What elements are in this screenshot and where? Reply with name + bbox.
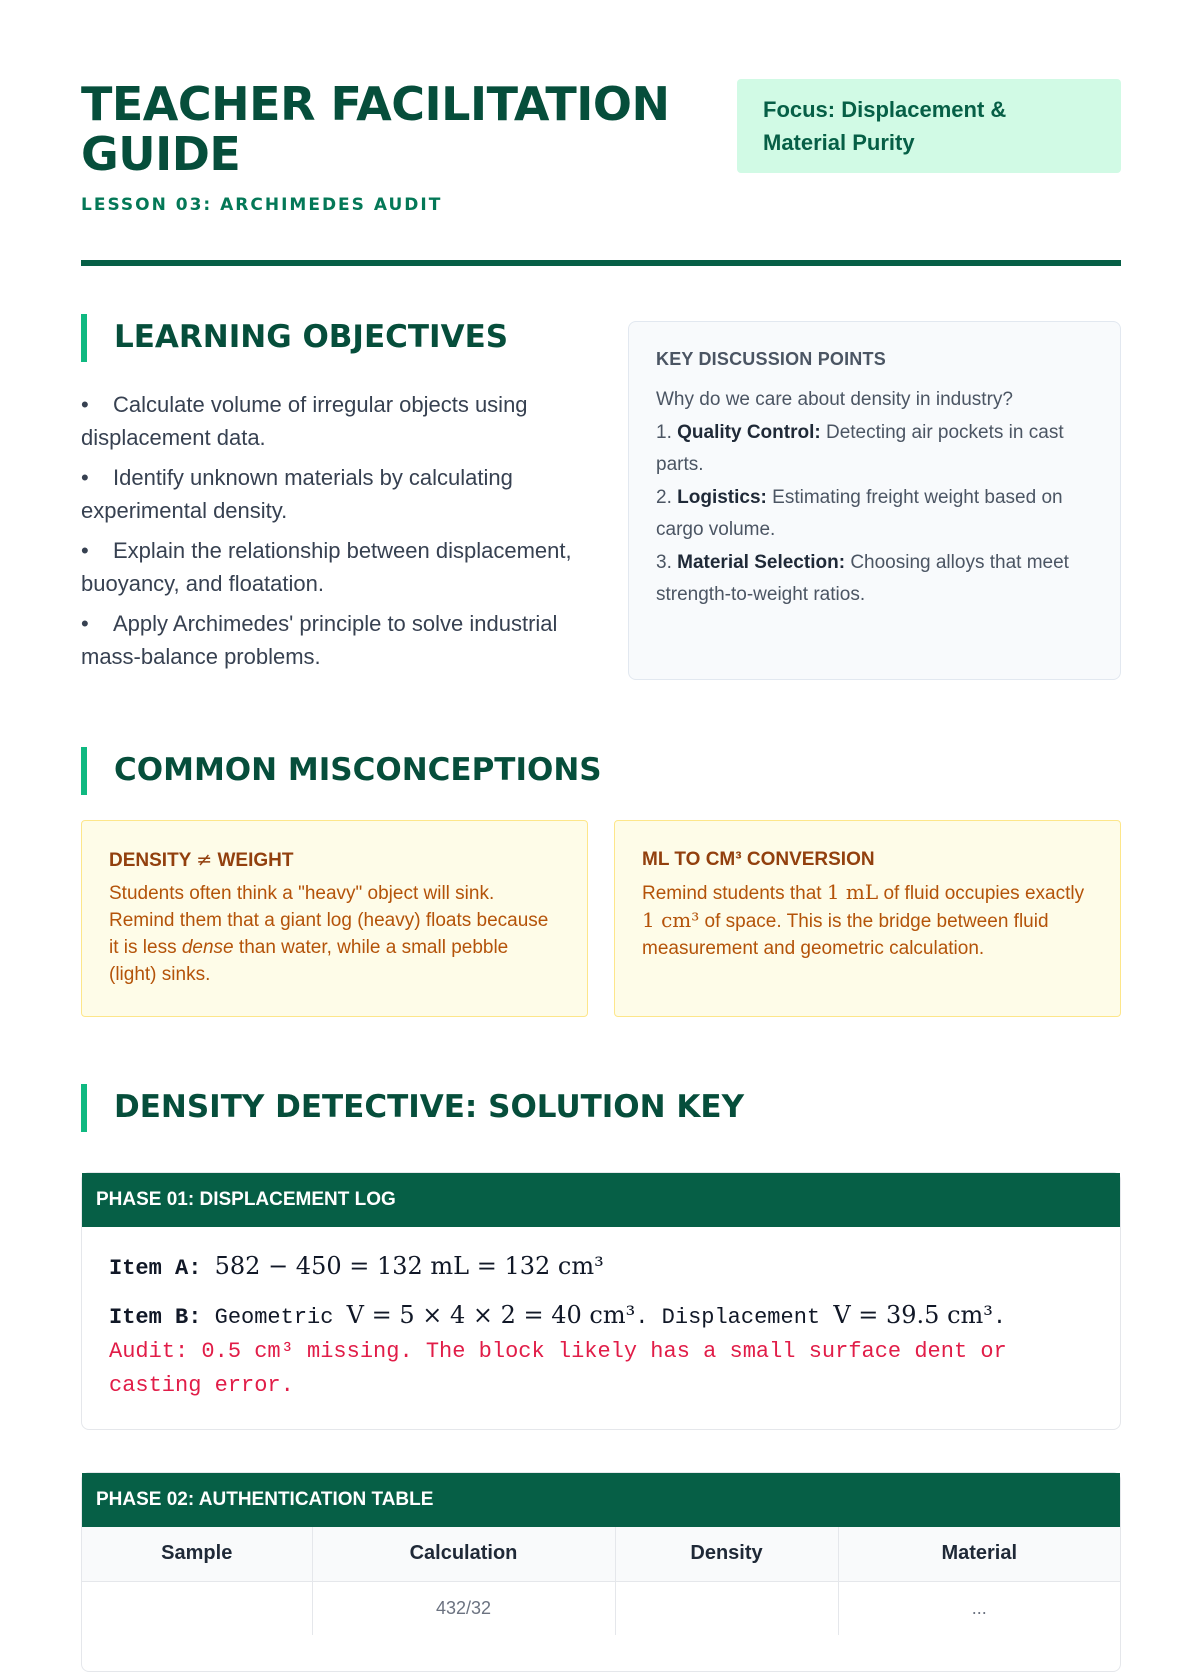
misconception-card-density (81, 820, 588, 1017)
objective-text: Apply Archimedes' principle to solve industrial mass-balance problems. (81, 611, 558, 669)
not-equal-icon: ≠ (196, 849, 213, 871)
item-a-label: Item A: (109, 1256, 202, 1281)
point-number: 2. (656, 486, 672, 508)
objective-text: Identify unknown materials by calculating experimental density. (81, 465, 513, 523)
objective-item (81, 461, 581, 527)
text-part: of fluid occupies exactly (883, 883, 1085, 904)
item-b-math: V = 39.5 cm³ (833, 1301, 993, 1329)
phase1-body (82, 1227, 1120, 1425)
discussion-point (656, 482, 1093, 547)
point-label: Quality Control: (677, 421, 821, 443)
discussion-point (656, 547, 1093, 612)
point-number: 3. (656, 551, 672, 573)
focus-badge: Focus: Displacement & Material Purity (737, 79, 1121, 173)
column-header: Sample (82, 1527, 312, 1581)
audit-note: Audit: 0.5 cm³ missing. The block likely has a small surface dent or casting error. (109, 1339, 1007, 1398)
page-header (81, 79, 1121, 269)
point-text: Detecting air pockets in cast parts. (656, 421, 1064, 475)
phase2-title: PHASE 02: AUTHENTICATION TABLE (82, 1473, 1120, 1527)
discussion-point (656, 417, 1093, 482)
phase2-panel (81, 1472, 1121, 1672)
objective-text: Explain the relationship between displacement, buoyancy, and floatation. (81, 538, 572, 596)
misconceptions-heading: COMMON MISCONCEPTIONS (81, 747, 602, 795)
math-expression: 1 mL (826, 880, 879, 904)
authentication-table (82, 1527, 1120, 1635)
table-cell: ... (971, 1597, 987, 1618)
title-part: WEIGHT (217, 850, 294, 871)
objectives-list (81, 388, 581, 680)
column-header: Material (838, 1527, 1120, 1581)
emphasis-text: dense (181, 937, 234, 958)
table-cell (82, 1581, 312, 1635)
bullet-icon: • (81, 465, 89, 490)
text-part: Remind students that (642, 883, 822, 904)
table-cell (615, 1581, 838, 1635)
discussion-points-card (628, 321, 1121, 680)
lesson-label: LESSON 03: ARCHIMEDES AUDIT (81, 195, 443, 215)
text-part: Students often think a "heavy" object will sink. Remind them that a giant log (heavy) floats because it is less (109, 883, 549, 958)
text-part: than water, while a small pebble (light) sinks. (109, 937, 509, 985)
misconception-card-conversion (614, 820, 1121, 1017)
item-b-text: Geometric (214, 1305, 334, 1330)
misconception-text (642, 879, 1093, 962)
column-header: Density (615, 1527, 838, 1581)
point-text: Choosing alloys that meet strength-to-weight ratios. (656, 551, 1069, 605)
solution-heading: DENSITY DETECTIVE: SOLUTION KEY (81, 1084, 744, 1132)
text-part: of space. This is the bridge between fluid measurement and geometric calculation. (642, 911, 1049, 959)
header-divider (81, 260, 1121, 266)
objectives-heading: LEARNING OBJECTIVES (81, 314, 508, 362)
phase1-title: PHASE 01: DISPLACEMENT LOG (82, 1173, 1120, 1227)
item-b-line (109, 1298, 1093, 1335)
bullet-icon: • (81, 538, 89, 563)
item-b-text: . Displacement (635, 1305, 821, 1330)
item-b-text: . (992, 1305, 1007, 1330)
point-label: Material Selection: (677, 551, 846, 573)
math-expression: 1 cm³ (642, 908, 700, 932)
column-header: Calculation (312, 1527, 615, 1581)
page-title: TEACHER FACILITATION GUIDE (81, 77, 670, 181)
objective-text: Calculate volume of irregular objects using displacement data. (81, 392, 528, 450)
table-row (82, 1581, 1120, 1635)
table-header-row (82, 1527, 1120, 1581)
point-label: Logistics: (677, 486, 767, 508)
item-a-line (109, 1249, 1093, 1286)
point-number: 1. (656, 421, 672, 443)
objective-item (81, 607, 581, 673)
bullet-icon: • (81, 392, 89, 417)
item-b-math: V = 5 × 4 × 2 = 40 cm³ (346, 1301, 636, 1329)
phase1-panel (81, 1172, 1121, 1430)
point-text: Estimating freight weight based on cargo volume. (656, 486, 1063, 540)
misconception-title: ML TO CM³ CONVERSION (642, 849, 875, 870)
discussion-intro: Why do we care about density in industry? (656, 389, 1013, 410)
bullet-icon: • (81, 611, 89, 636)
discussion-title: KEY DISCUSSION POINTS (656, 349, 886, 369)
objective-item (81, 534, 581, 600)
objective-item (81, 388, 581, 454)
misconception-title (109, 849, 560, 872)
table-cell: 432/32 (312, 1581, 615, 1635)
title-part: DENSITY (109, 850, 192, 871)
item-b-label: Item B: (109, 1305, 202, 1330)
misconception-text (109, 880, 560, 988)
item-a-math: 582 − 450 = 132 mL = 132 cm³ (214, 1252, 604, 1280)
